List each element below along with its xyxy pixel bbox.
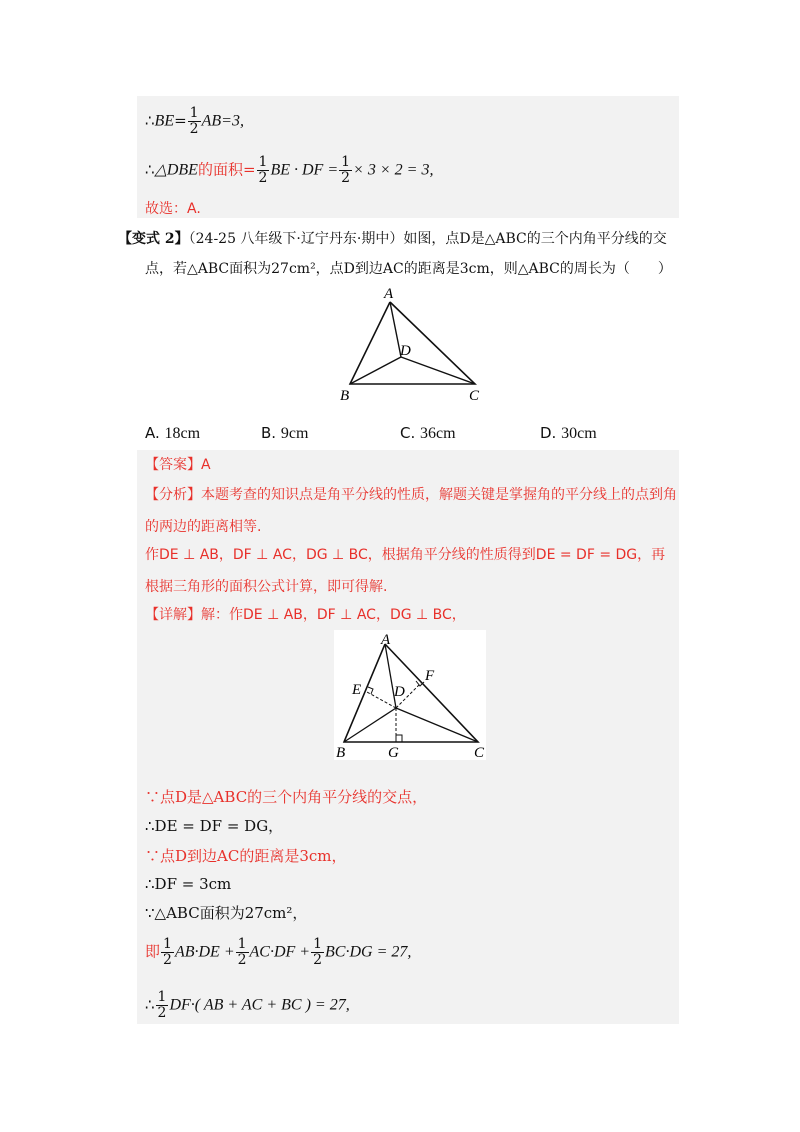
problem-line-1: 【变式 2】（24-25 八年级下·辽宁丹东·期中）如图，点D是△ABC的三个内角平分线的交: [118, 231, 667, 247]
answer-line: 【答案】A: [145, 457, 211, 473]
step-6: 即 $\frac{1}{2}$ AB·DE + $\frac{1}{2}$ AC·DF + $\frac{1}{2}$ BC·DG = 27,: [145, 936, 412, 968]
dbe-area-equation: ∴△DBE的面积= $\frac{1}{2}$ BE · DF = $\frac{1}{2}$ × 3 × 2 = 3,: [145, 154, 434, 186]
step-7: ∴ $\frac{1}{2}$ DF·( AB + AC + BC ) = 27,: [145, 989, 350, 1021]
figure-2-frame: [334, 630, 486, 760]
option-c[interactable]: C. 36cm: [400, 424, 456, 442]
analysis-line-4: 根据三角形的面积公式计算，即可得解.: [145, 579, 388, 595]
step-3: ∵点D到边AC的距离是3cm，: [145, 847, 347, 865]
triangle-figure-1: [336, 284, 486, 408]
analysis-line-1: 【分析】本题考查的知识点是角平分线的性质，解题关键是掌握角的平分线上的点到角: [145, 487, 677, 503]
detail-line-1: 【详解】解：作DE ⊥ AB，DF ⊥ AC，DG ⊥ BC，: [145, 607, 466, 623]
label2-a: A: [381, 632, 391, 648]
label2-d: D: [394, 684, 405, 700]
label2-c: C: [474, 745, 485, 760]
label-d: D: [400, 343, 411, 359]
prev-answer: 故选：A.: [145, 201, 201, 217]
analysis-line-3: 作DE ⊥ AB，DF ⊥ AC，DG ⊥ BC，根据角平分线的性质得到DE = DF = DG，再: [145, 547, 666, 563]
label2-b: B: [336, 745, 346, 760]
step-4: ∴DF = 3cm: [145, 875, 232, 893]
option-d[interactable]: D. 30cm: [540, 424, 597, 442]
label-c: C: [469, 388, 480, 404]
label2-g: G: [388, 745, 399, 760]
problem-line-2: 点，若△ABC面积为27cm²，点D到边AC的距离是3cm，则△ABC的周长为（ ）: [145, 261, 672, 277]
step-5: ∵△ABC面积为27cm²，: [145, 904, 308, 922]
analysis-line-2: 的两边的距离相等.: [145, 519, 262, 535]
label-b: B: [340, 388, 350, 404]
label-a: A: [384, 286, 394, 302]
step-1: ∵点D是△ABC的三个内角平分线的交点，: [145, 788, 428, 806]
label2-e: E: [352, 682, 362, 698]
be-equation: ∴BE= $\frac{1}{2}$ AB=3,: [145, 105, 244, 137]
label2-f: F: [425, 668, 435, 684]
option-b[interactable]: B. 9cm: [261, 424, 309, 442]
triangle-figure-2: [334, 630, 486, 760]
option-a[interactable]: A. 18cm: [145, 424, 201, 442]
step-2: ∴DE = DF = DG，: [145, 817, 284, 835]
